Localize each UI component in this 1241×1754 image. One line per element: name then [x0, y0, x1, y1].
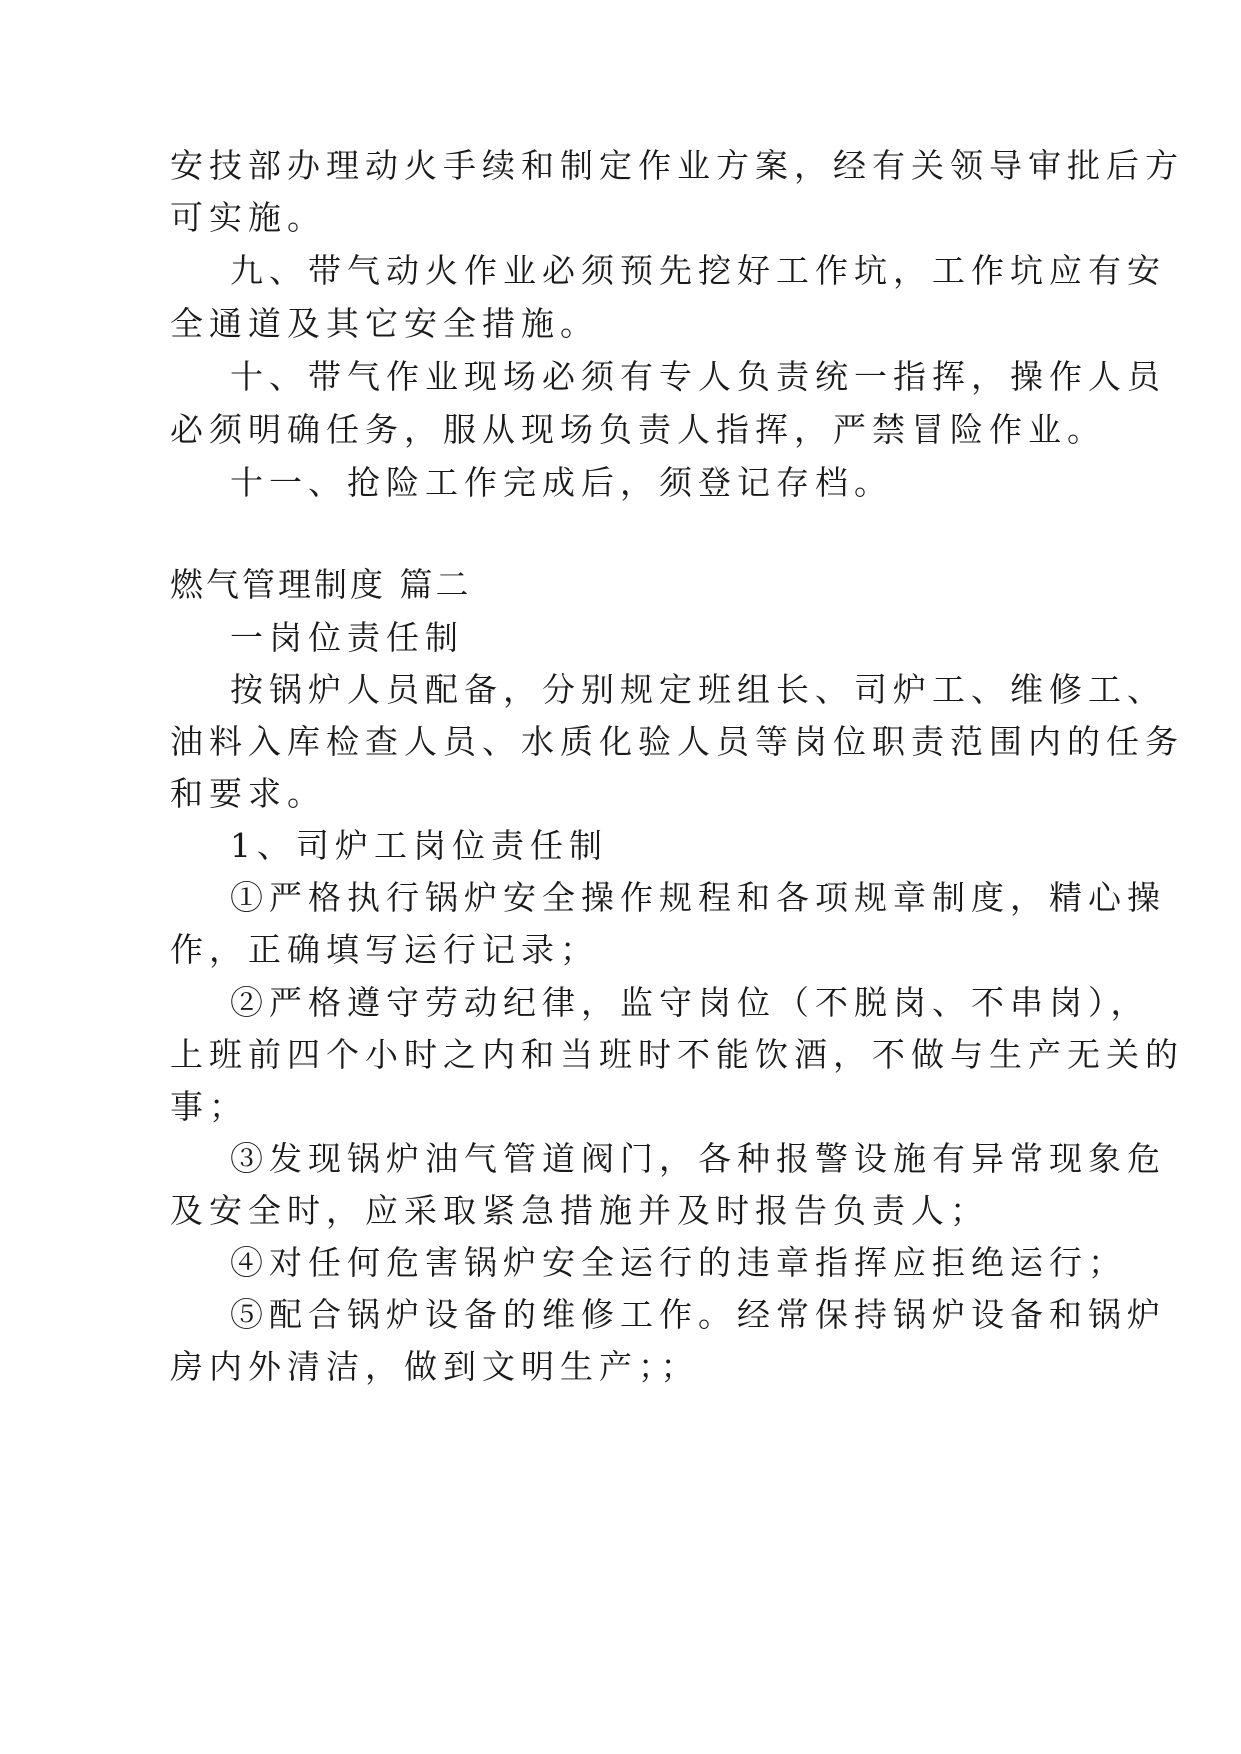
paragraph-line: 可实施。: [170, 198, 326, 237]
paragraph-line: 和要求。: [170, 774, 326, 813]
list-item-line: 房内外清洁，做到文明生产；；: [170, 1347, 700, 1386]
paragraph-line: 必须明确任务，服从现场负责人指挥，严禁冒险作业。: [170, 410, 1106, 449]
list-item-line: 事；: [170, 1087, 248, 1126]
list-item-line: ②严格遵守劳动纪律，监守岗位（不脱岗、不串岗），: [230, 983, 1150, 1022]
section-title: 燃气管理制度 篇二: [170, 565, 472, 604]
paragraph-line: 按锅炉人员配备，分别规定班组长、司炉工、维修工、: [230, 670, 1166, 709]
paragraph-line: 九、带气动火作业必须预先挖好工作坑，工作坑应有安: [230, 251, 1166, 290]
list-item-line: ⑤配合锅炉设备的维修工作。经常保持锅炉设备和锅炉: [230, 1295, 1166, 1334]
list-item-line: 及安全时，应采取紧急措施并及时报告负责人；: [170, 1191, 989, 1230]
sub-heading: 1、司炉工岗位责任制: [230, 826, 608, 865]
list-item-line: ④对任何危害锅炉安全运行的违章指挥应拒绝运行；: [230, 1243, 1127, 1282]
list-item-line: 上班前四个小时之内和当班时不能饮酒，不做与生产无关的: [170, 1035, 1184, 1074]
paragraph-line: 十一、抢险工作完成后，须登记存档。: [230, 463, 893, 502]
list-item-line: 作，正确填写运行记录；: [170, 930, 599, 969]
list-item-line: ①严格执行锅炉安全操作规程和各项规章制度，精心操: [230, 878, 1166, 917]
list-item-line: ③发现锅炉油气管道阀门，各种报警设施有异常现象危: [230, 1139, 1166, 1178]
paragraph-line: 安技部办理动火手续和制定作业方案，经有关领导审批后方: [170, 146, 1184, 185]
paragraph-line: 油料入库检查人员、水质化验人员等岗位职责范围内的任务: [170, 722, 1184, 761]
paragraph-line: 全通道及其它安全措施。: [170, 304, 599, 343]
paragraph-line: 十、带气作业现场必须有专人负责统一指挥，操作人员: [230, 357, 1166, 396]
section-heading: 一岗位责任制: [230, 618, 464, 657]
